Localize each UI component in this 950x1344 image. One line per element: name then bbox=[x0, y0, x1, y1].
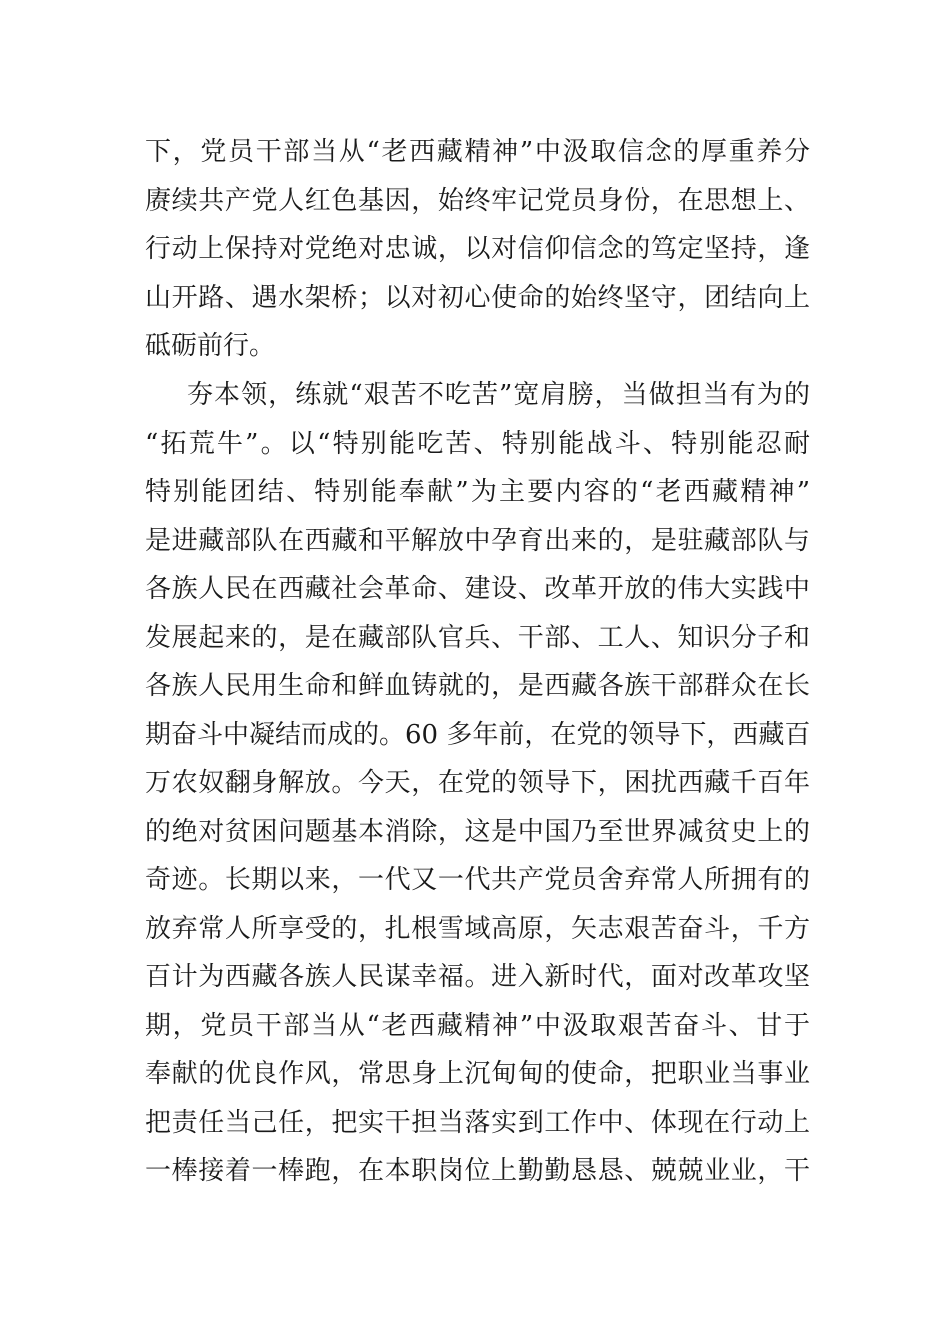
paragraph-2-line: 特别能团结、特别能奉献”为主要内容的“老西藏精神” bbox=[145, 477, 810, 507]
paragraph-2-line: 期奋斗中凝结而成的。60 多年前，在党的领导下，西藏百 bbox=[145, 719, 810, 750]
paragraph-2-line: 一棒接着一棒跑，在本职岗位上勤勤恳恳、兢兢业业，干 bbox=[145, 1156, 810, 1186]
paragraph-2-line: 是进藏部队在西藏和平解放中孕育出来的，是驻藏部队与 bbox=[145, 525, 810, 556]
paragraph-2-line: 百计为西藏各族人民谋幸福。进入新时代，面对改革攻坚 bbox=[145, 962, 810, 992]
paragraph-2-line: 奇迹。长期以来，一代又一代共产党员舍弃常人所拥有的 bbox=[145, 865, 810, 895]
paragraph-2-line: 各族人民在西藏社会革命、建设、改革开放的伟大实践中 bbox=[145, 574, 810, 604]
paragraph-1-line: 砥砺前行。 bbox=[145, 331, 276, 361]
paragraph-2-line: “拓荒牛”。以“特别能吃苦、特别能战斗、特别能忍耐 bbox=[145, 428, 810, 459]
paragraph-2-line: 把责任当己任，把实干担当落实到工作中、体现在行动上 bbox=[145, 1107, 810, 1138]
paragraph-1 bbox=[145, 128, 810, 371]
paragraph-2 bbox=[145, 371, 810, 1196]
paragraph-1-line: 行动上保持对党绝对忠诚，以对信仰信念的笃定坚持，逢 bbox=[145, 234, 810, 264]
paragraph-2-line: 夯本领，练就“艰苦不吃苦”宽肩膀，当做担当有为的 bbox=[187, 380, 810, 410]
paragraph-2-line: 奉献的优良作风，常思身上沉甸甸的使命，把职业当事业 bbox=[145, 1059, 810, 1089]
paragraph-2-line: 各族人民用生命和鲜血铸就的，是西藏各族干部群众在长 bbox=[145, 671, 810, 701]
paragraph-1-line: 下，党员干部当从“老西藏精神”中汲取信念的厚重养分 bbox=[145, 137, 810, 167]
paragraph-1-line: 山开路、遇水架桥；以对初心使命的始终坚守，团结向上 bbox=[145, 282, 810, 313]
paragraph-2-line: 发展起来的，是在藏部队官兵、干部、工人、知识分子和 bbox=[145, 622, 810, 653]
paragraph-2-line: 期，党员干部当从“老西藏精神”中汲取艰苦奋斗、甘于 bbox=[145, 1010, 810, 1041]
paragraph-2-line: 万农奴翻身解放。今天，在党的领导下，困扰西藏千百年 bbox=[145, 768, 810, 798]
paragraph-2-line: 的绝对贫困问题基本消除，这是中国乃至世界减贫史上的 bbox=[145, 816, 810, 847]
paragraph-2-line: 放弃常人所享受的，扎根雪域高原，矢志艰苦奋斗，千方 bbox=[145, 913, 810, 944]
paragraph-1-line: 赓续共产党人红色基因，始终牢记党员身份，在思想上、 bbox=[145, 185, 810, 216]
